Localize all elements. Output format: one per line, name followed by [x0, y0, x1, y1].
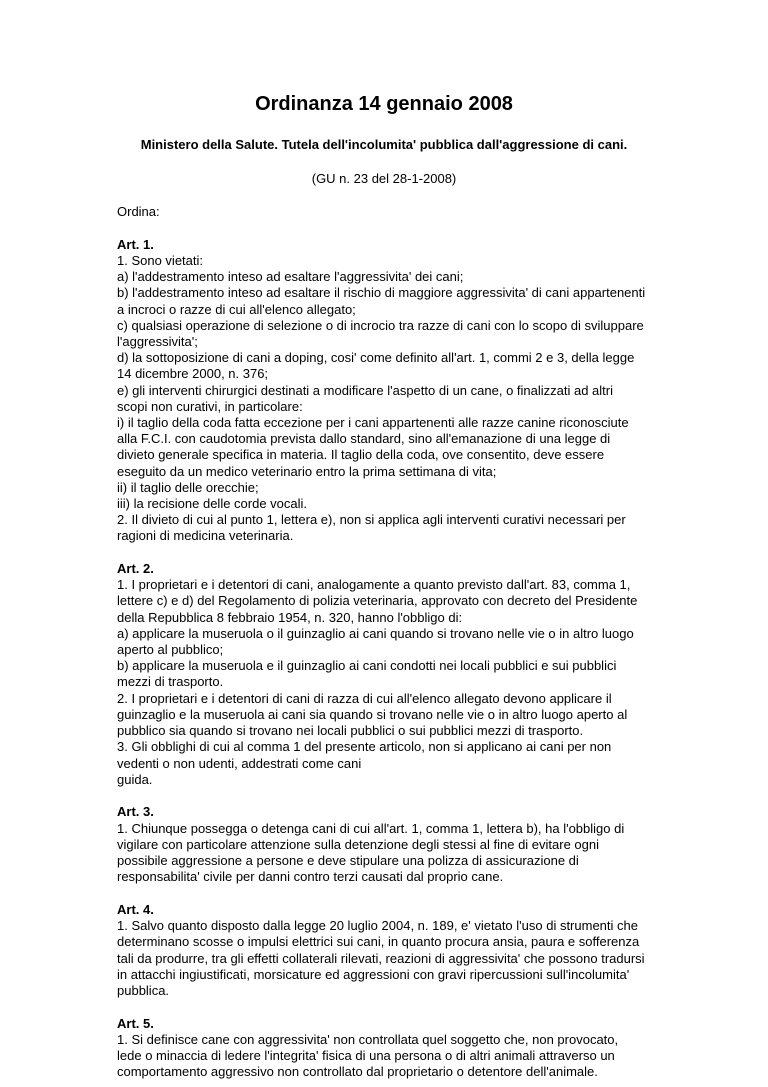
article-line: a incroci o razze di cui all'elenco allegato;: [117, 301, 356, 317]
article-line: 2. I proprietari e i detentori di cani di razza di cui all'elenco allegato devono applicare il: [117, 690, 612, 706]
article-line: eseguito da un medico veterinario entro la prima settimana di vita;: [117, 463, 497, 479]
article-line: 1. I proprietari e i detentori di cani, analogamente a quanto previsto dall'art. 83, comma 1,: [117, 577, 631, 593]
article-line: guinzaglio e la museruola ai cani sia quando si trovano nelle vie o in altro luogo aperto al: [117, 706, 628, 722]
article-line: e) gli interventi chirurgici destinati a modificare l'aspetto di un cane, o finalizzati ad altri: [117, 382, 614, 398]
article-line: 1. Chiunque possegga o detenga cani di cui all'art. 1, comma 1, lettera b), ha l'obbligo di: [117, 820, 625, 836]
article-heading: Art. 3.: [117, 804, 154, 820]
article-line: possibile aggressione a persone e deve stipulare una polizza di assicurazione di: [117, 853, 579, 869]
article-line: 1. Salvo quanto disposto dalla legge 20 luglio 2004, n. 189, e' vietato l'uso di strumenti che: [117, 918, 638, 934]
document-subtitle: Ministero della Salute. Tutela dell'incolumita' pubblica dall'aggressione di cani.: [140, 137, 628, 152]
article-line: a) applicare la museruola o il guinzaglio ai cani quando si trovano nelle vie o in altro luogo: [117, 625, 634, 641]
article-line: tali da produrre, tra gli effetti collaterali rilevati, reazioni di aggressivita' che possono tradursi: [117, 950, 645, 966]
article-heading: Art. 2.: [117, 561, 154, 577]
article-line: d) la sottoposizione di cani a doping, cosi' come definito all'art. 1, commi 2 e 3, della legge: [117, 350, 635, 366]
article-line: alla F.C.I. con caudotomia prevista dallo standard, sino all'emanazione di una legge di: [117, 431, 611, 447]
article-line: 2. Il divieto di cui al punto 1, lettera e), non si applica agli interventi curativi necessari per: [117, 512, 626, 528]
article-line: guida.: [117, 771, 153, 787]
article-line: pubblica.: [117, 982, 170, 998]
article-line: 3. Gli obblighi di cui al comma 1 del presente articolo, non si applicano ai cani per non: [117, 739, 612, 755]
gazette-reference: (GU n. 23 del 28-1-2008): [311, 171, 457, 186]
article-line: lettere c) e d) del Regolamento di polizia veterinaria, approvato con decreto del Presidente: [117, 593, 638, 609]
article-heading: Art. 5.: [117, 1015, 154, 1031]
article-line: mezzi di trasporto.: [117, 674, 224, 690]
article-line: a) l'addestramento inteso ad esaltare l'aggressivita' dei cani;: [117, 269, 464, 285]
article-line: pubblico sia quando si trovano nei locali pubblici o sui pubblici mezzi di trasporto.: [117, 723, 584, 739]
article-line: in attacchi ingiustificati, morsicature ed aggressioni con gravi ripercussioni sull'incolumita': [117, 966, 630, 982]
article-line: comportamento aggressivo non controllato dal proprietario o detentore dell'animale.: [117, 1064, 598, 1080]
document-body: [117, 204, 657, 1080]
article-line: i) il taglio della coda fatta eccezione per i cani appartenenti alle razze canine riconosciute: [117, 414, 629, 430]
article-heading: Art. 4.: [117, 901, 154, 917]
article-line: vedenti o non udenti, addestrati come cani: [117, 755, 362, 771]
article-line: c) qualsiasi operazione di selezione o di incrocio tra razze di cani con lo scopo di sviluppare: [117, 317, 644, 333]
article-heading: Art. 1.: [117, 236, 154, 252]
article-line: 14 dicembre 2000, n. 376;: [117, 366, 269, 382]
article-line: aperto al pubblico;: [117, 642, 224, 658]
article-line: lede o minaccia di ledere l'integrita' fisica di una persona o di altri animali attraverso un: [117, 1048, 615, 1064]
article-line: b) applicare la museruola e il guinzaglio ai cani condotti nei locali pubblici e sui pubblici: [117, 658, 617, 674]
article-line: ii) il taglio delle orecchie;: [117, 479, 259, 495]
article-line: vigilare con particolare attenzione sulla detenzione degli stessi al fine di evitare ogni: [117, 836, 600, 852]
article-line: 1. Si definisce cane con aggressivita' non controllata quel soggetto che, non provocato,: [117, 1031, 619, 1047]
article-line: 1. Sono vietati:: [117, 252, 203, 268]
article-line: della Repubblica 8 febbraio 1954, n. 320, hanno l'obbligo di:: [117, 609, 463, 625]
article-line: ragioni di medicina veterinaria.: [117, 528, 294, 544]
article-line: determinano scosse o impulsi elettrici sui cani, in quanto procura ansia, paura e sofferenza: [117, 934, 640, 950]
article-line: iii) la recisione delle corde vocali.: [117, 495, 308, 511]
article-line: divieto generale specifica in materia. Il taglio della coda, ove consentito, deve essere: [117, 447, 605, 463]
article-line: scopi non curativi, in particolare:: [117, 398, 303, 414]
article-line: l'aggressivita';: [117, 333, 198, 349]
document-title: Ordinanza 14 gennaio 2008: [255, 93, 513, 115]
intro-text: Ordina:: [117, 204, 160, 219]
article-line: responsabilita' civile per danni contro terzi causati dal proprio cane.: [117, 869, 504, 885]
article-line: b) l'addestramento inteso ad esaltare il rischio di maggiore aggressivita' di cani appartenenti: [117, 285, 646, 301]
